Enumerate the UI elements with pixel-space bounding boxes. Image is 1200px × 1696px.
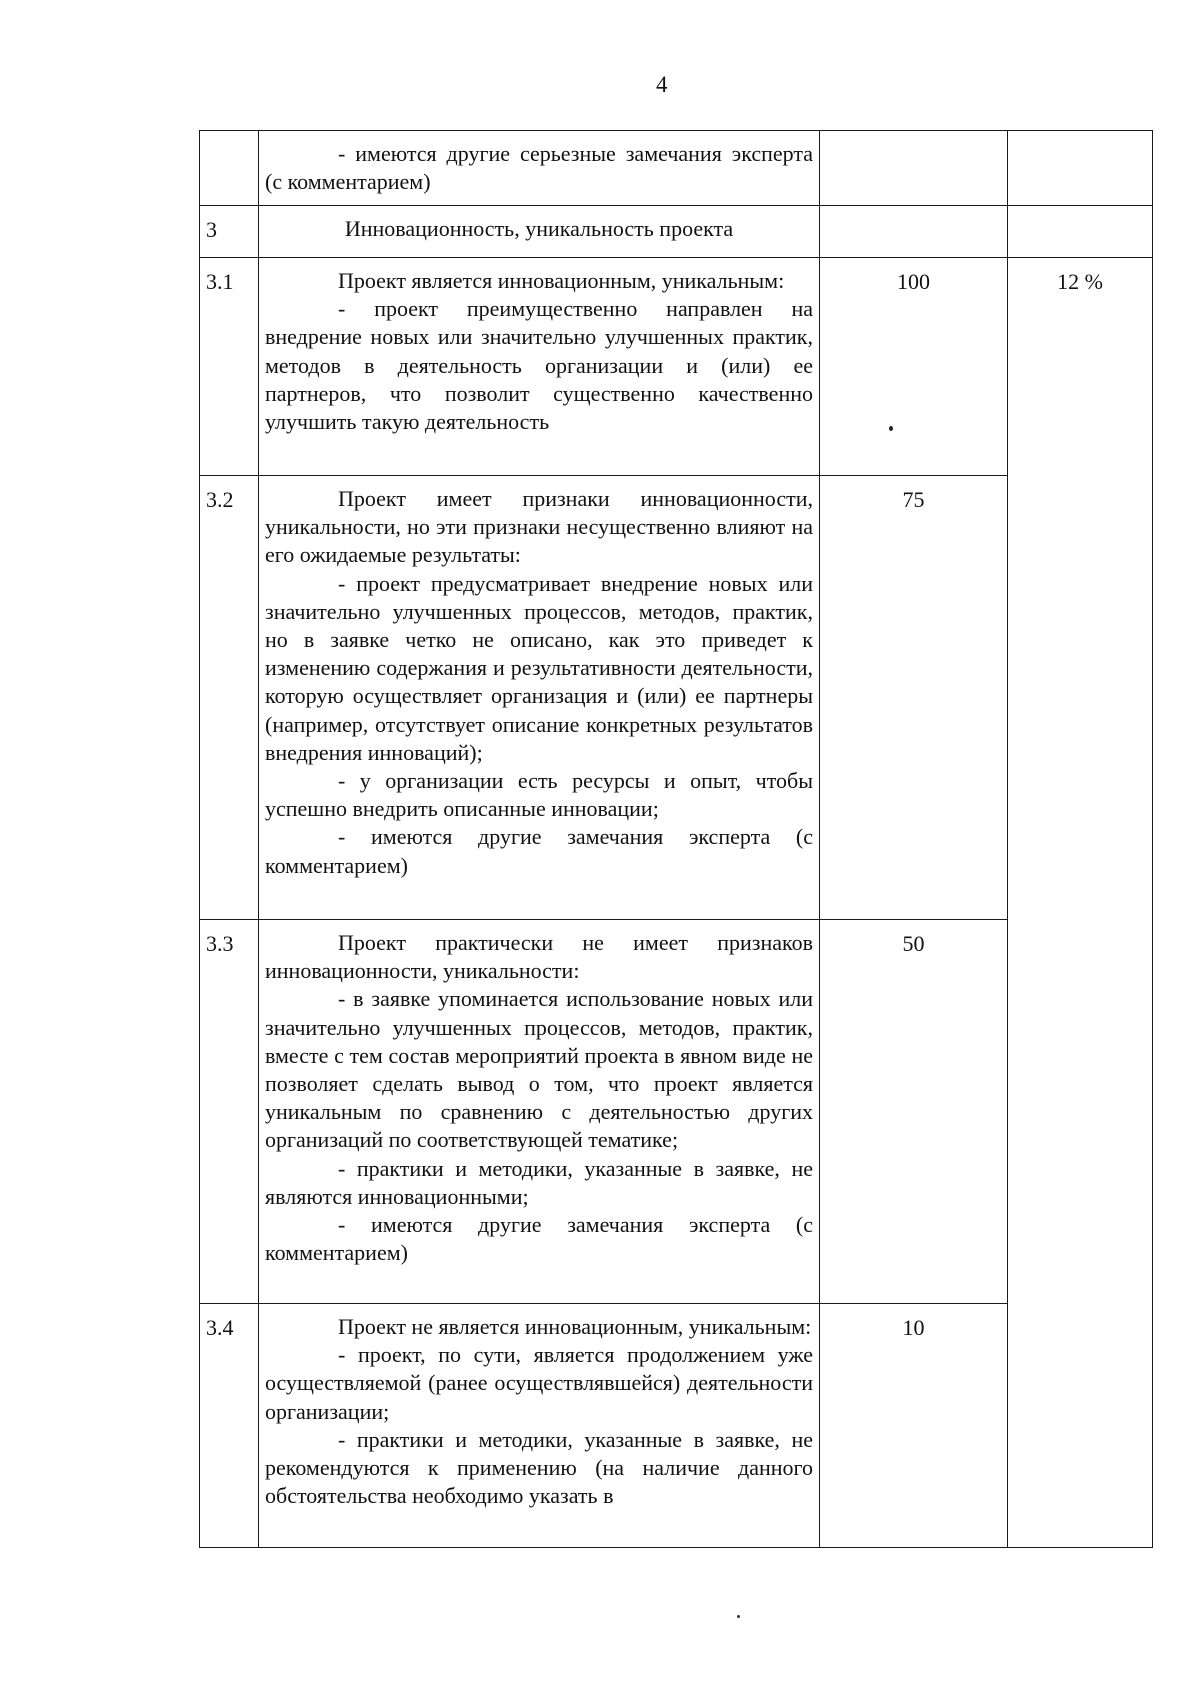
row-description	[259, 476, 820, 920]
row-score	[820, 206, 1008, 258]
row-description	[259, 258, 820, 476]
table-row	[200, 258, 1153, 476]
row-description	[259, 1304, 820, 1548]
row-description	[259, 131, 820, 206]
row-number	[200, 131, 259, 206]
description-paragraph: - имеются другие серьезные замечания эксперта (с комментарием)	[265, 141, 813, 195]
row-score: 75	[820, 476, 1008, 920]
criteria-table	[199, 130, 1153, 1548]
stray-mark	[737, 1615, 740, 1618]
row-score	[820, 131, 1008, 206]
description-paragraph: Проект является инновационным, уникальным:	[338, 268, 785, 293]
description-paragraph: Проект не является инновационным, уникальным:	[338, 1314, 812, 1339]
description-paragraph: - у организации есть ресурсы и опыт, чтобы успешно внедрить описанные инновации;	[265, 768, 813, 822]
description-paragraph: Проект практически не имеет признаков инновационности, уникальности:	[265, 930, 813, 984]
description-paragraph: - проект предусматривает внедрение новых или значительно улучшенных процессов, методов, практик, но в заявке четко не описано, как это приведет к изменению содержания и результативности деятельности, которую осуществляет организация и (или) ее партнеры (например, отсутствует описание конкретных результатов внедрения инноваций);	[265, 570, 813, 765]
row-number: 3.1	[200, 258, 259, 476]
row-weight	[1008, 131, 1153, 206]
row-number: 3.4	[200, 1304, 259, 1548]
description-paragraph: - имеются другие замечания эксперта (с комментарием)	[265, 1212, 813, 1266]
row-score: 50	[820, 920, 1008, 1304]
row-score: 10	[820, 1304, 1008, 1548]
row-weight: 12 %	[1008, 258, 1153, 1548]
description-paragraph: - практики и методики, указанные в заявке, не являются инновационными;	[265, 1155, 813, 1209]
row-description	[259, 920, 820, 1304]
page-number: 4	[656, 72, 668, 97]
description-paragraph: - в заявке упоминается использование новых или значительно улучшенных процессов, методов, практик, вместе с тем состав мероприятий проекта в явном виде не позволяет сделать вывод о том, что проект является уникальным по сравнению с деятельностью других организаций по соответствующей тематике;	[265, 986, 813, 1153]
description-paragraph: - проект преимущественно направлен на внедрение новых или значительно улучшенных практик, методов в деятельность организации и (или) ее партнеров, что позволит существенно качественно улучшить такую деятельность	[265, 296, 813, 435]
description-paragraph: - имеются другие замечания эксперта (с комментарием)	[265, 824, 813, 878]
stray-mark	[889, 426, 893, 431]
description-paragraph: - практики и методики, указанные в заявке, не рекомендуются к применению (на наличие данного обстоятельства необходимо указать в	[265, 1426, 813, 1509]
table-row	[200, 131, 1153, 206]
row-number: 3.2	[200, 476, 259, 920]
table-row	[200, 206, 1153, 258]
description-paragraph: - проект, по сути, является продолжением уже осуществляемой (ранее осуществлявшейся) деятельности организации;	[265, 1342, 813, 1424]
row-number: 3.3	[200, 920, 259, 1304]
row-weight	[1008, 206, 1153, 258]
section-title: Инновационность, уникальность проекта	[344, 216, 734, 241]
row-number: 3	[200, 206, 259, 258]
row-description	[259, 206, 820, 258]
description-paragraph: Проект имеет признаки инновационности, уникальности, но эти признаки несущественно влияют на его ожидаемые результаты:	[265, 486, 813, 568]
row-score: 100	[820, 258, 1008, 476]
